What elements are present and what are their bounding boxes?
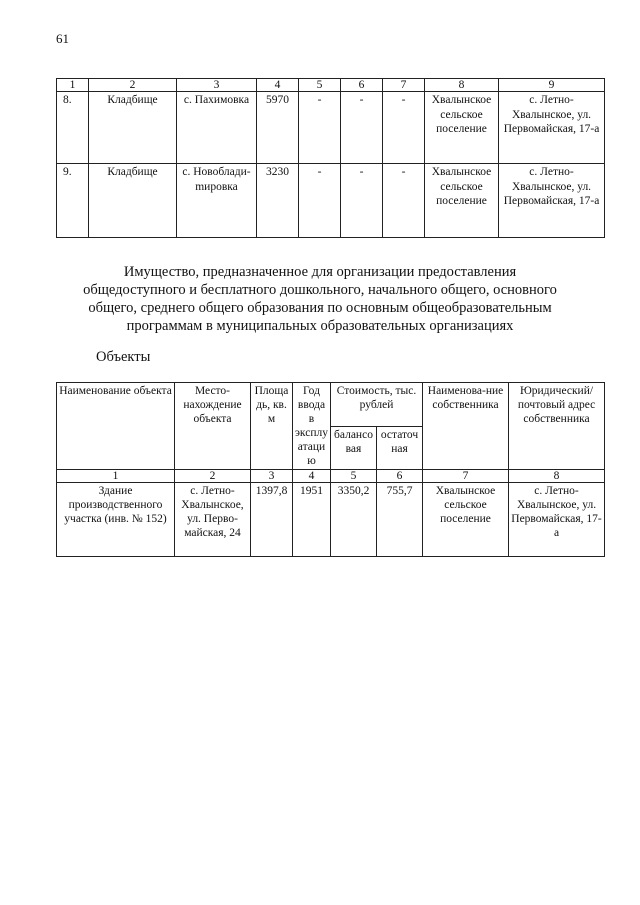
column-number: 3 [251, 470, 293, 483]
object-location: с. Новобладиmировка [177, 164, 257, 238]
header-year: Год ввода в эксплуатацию [293, 383, 331, 470]
owner-address: с. Летно-Хвалынское, ул. Первомайская, 17-а [509, 483, 605, 557]
balance-value: 3350,2 [331, 483, 377, 557]
heading-line: общего, среднего общего образования по основным общеобразовательным [88, 300, 552, 316]
cemetery-table [56, 78, 605, 238]
heading-line: программам в муниципальных образовательных организациях [126, 318, 514, 334]
owner-address: с. Летно-Хвалынское, ул. Первомайская, 17-а [499, 92, 605, 164]
table-header-row [57, 79, 605, 92]
column-number: 4 [293, 470, 331, 483]
object-name: Кладбище [89, 164, 177, 238]
header-balance: балансовая [331, 426, 377, 470]
table-number-row [57, 470, 605, 483]
column-number: 8 [509, 470, 605, 483]
owner: Хвалынское сельское поселение [425, 92, 499, 164]
header-cell: 9 [499, 79, 605, 92]
header-location: Место-нахождение объекта [175, 383, 251, 470]
object-area: 3230 [257, 164, 299, 238]
row-number: 8. [57, 92, 89, 164]
objects-table [56, 382, 605, 557]
header-cell: 8 [425, 79, 499, 92]
header-area: Площадь, кв. м [251, 383, 293, 470]
table-cell: - [383, 164, 425, 238]
table-header-row [57, 383, 605, 427]
objects-subheading: Объекты [96, 349, 151, 365]
page-number: 61 [56, 31, 69, 46]
header-cell: 2 [89, 79, 177, 92]
header-cell: 5 [299, 79, 341, 92]
header-cost: Стоимость, тыс. рублей [331, 383, 423, 427]
object-area: 5970 [257, 92, 299, 164]
header-cell: 3 [177, 79, 257, 92]
table-cell: - [341, 92, 383, 164]
table-cell: - [299, 164, 341, 238]
column-number: 1 [57, 470, 175, 483]
header-cell: 1 [57, 79, 89, 92]
section-heading [40, 263, 600, 335]
row-number: 9. [57, 164, 89, 238]
header-cell: 4 [257, 79, 299, 92]
table-row [57, 164, 605, 238]
object-year: 1951 [293, 483, 331, 557]
header-residual: остаточная [377, 426, 423, 470]
table-cell: - [383, 92, 425, 164]
table-row [57, 92, 605, 164]
owner-address: с. Летно-Хвалынское, ул. Первомайская, 17-а [499, 164, 605, 238]
column-number: 6 [377, 470, 423, 483]
object-area: 1397,8 [251, 483, 293, 557]
column-number: 7 [423, 470, 509, 483]
header-cell: 7 [383, 79, 425, 92]
residual-value: 755,7 [377, 483, 423, 557]
column-number: 5 [331, 470, 377, 483]
object-name: Здание производственного участка (инв. № 152) [57, 483, 175, 557]
object-location: с. Летно-Хвалынское, ул. Перво-майская, 24 [175, 483, 251, 557]
heading-line: общедоступного и бесплатного дошкольного, начального общего, основного [83, 282, 557, 298]
header-cell: 6 [341, 79, 383, 92]
object-location: с. Пахимовка [177, 92, 257, 164]
header-address: Юридический/ почтовый адрес собственника [509, 383, 605, 470]
table-row [57, 483, 605, 557]
column-number: 2 [175, 470, 251, 483]
object-name: Кладбище [89, 92, 177, 164]
owner: Хвалынское сельское поселение [423, 483, 509, 557]
table-cell: - [341, 164, 383, 238]
heading-line: Имущество, предназначенное для организации предоставления [123, 264, 517, 280]
header-name: Наименование объекта [57, 383, 175, 470]
owner: Хвалынское сельское поселение [425, 164, 499, 238]
table-cell: - [299, 92, 341, 164]
header-owner: Наименова-ние собственника [423, 383, 509, 470]
